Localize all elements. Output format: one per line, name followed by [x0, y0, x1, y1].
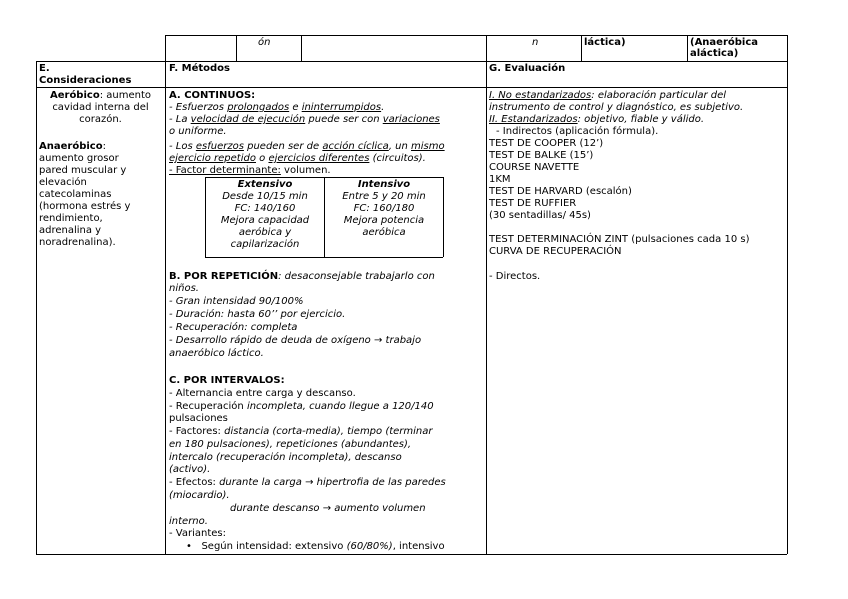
rule-inner-right: [443, 177, 444, 257]
f-b-line: - Gran intensidad 90/100%: [169, 296, 304, 307]
header-f: F. Métodos: [169, 63, 231, 74]
g-line3: [489, 114, 704, 126]
g-directos: - Directos.: [489, 271, 541, 282]
e-ana-line: noradrenalina).: [39, 237, 116, 248]
ext-title: Extensivo: [237, 179, 293, 190]
f-a-l5-seg: o: [255, 153, 269, 164]
g-l3b: : objetivo, fiable y válido.: [577, 114, 705, 125]
f-c-line: - Variantes:: [169, 528, 226, 539]
e-aerobico-rest: : aumento: [99, 90, 151, 101]
f-a-title: A. CONTINUOS:: [169, 90, 256, 101]
f-b-title-line: [169, 271, 435, 283]
top-cell-4: (Anaeróbica: [690, 37, 759, 48]
int-title: Intensivo: [357, 179, 411, 190]
f-c-l4b: distancia (corta-media), tiempo (terminar: [224, 426, 433, 437]
int-line: aeróbica: [362, 227, 406, 238]
f-a-line6: [169, 165, 331, 177]
f-c-line: durante descanso → aumento volumen: [230, 503, 426, 514]
g-zint: TEST DETERMINACIÓN ZINT (pulsaciones cada 10 s): [489, 234, 750, 245]
f-a-line4: [169, 141, 445, 153]
rule-top-c1: [236, 35, 237, 61]
rule-right: [787, 35, 788, 554]
f-b-title: B. POR REPETICIÓN: [169, 271, 279, 282]
f-a-line1: [169, 102, 384, 114]
f-a-l4-seg: esfuerzos: [195, 141, 244, 152]
rule-top-c4: [687, 35, 688, 61]
int-line: FC: 160/180: [353, 203, 415, 214]
g-test: TEST DE BALKE (15’): [489, 150, 594, 161]
g-curva: CURVA DE RECUPERACIÓN: [489, 246, 622, 257]
f-b-rest: : desaconsejable trabajarlo con: [278, 271, 435, 282]
f-c-line: - Alternancia entre carga y descanso.: [169, 388, 356, 399]
f-c-line8: [169, 477, 446, 489]
f-a-l1-seg: .: [381, 102, 385, 113]
f-c-line4: [169, 426, 433, 438]
f-a-l2-seg: puede ser con: [305, 114, 383, 125]
g-line1: [489, 90, 726, 102]
e-aerobico-title: Aeróbico: [49, 90, 100, 101]
f-c-l8a: - Efectos:: [169, 477, 220, 488]
f-a-line2: [169, 114, 440, 126]
f-a-l6-seg: volumen.: [280, 165, 331, 176]
f-a-l4-seg: acción cíclica: [322, 141, 389, 152]
rule-bottom-g: [486, 554, 787, 555]
g-line2: instrumento de control y diagnóstico, es subjetivo.: [489, 102, 744, 113]
e-ana-line: adrenalina y: [39, 225, 102, 236]
g-l1a: I. No estandarizados: [489, 90, 592, 101]
ext-line: capilarización: [230, 239, 300, 250]
rule-inner-bottom: [205, 257, 443, 258]
f-c-l13a: Según intensidad: extensivo: [201, 541, 347, 552]
e-ana-line: elevación: [39, 177, 87, 188]
f-a-l5-seg: (circuitos).: [369, 153, 426, 164]
rule-top-c2: [301, 35, 302, 61]
bullet-icon: •: [186, 541, 192, 552]
g-test: COURSE NAVETTE: [489, 162, 580, 173]
rule-top: [165, 35, 787, 36]
ext-line: aeróbica y: [238, 227, 292, 238]
header-e-2: Consideraciones: [39, 75, 132, 86]
f-a-l2-seg: velocidad de ejecución: [190, 114, 306, 125]
f-c-l13c: , intensivo: [392, 541, 445, 552]
g-test: 1KM: [489, 174, 511, 185]
int-line: Mejora potencia: [343, 215, 425, 226]
ext-line: FC: 140/160: [234, 203, 296, 214]
header-e-1: E.: [39, 63, 50, 74]
int-line: Entre 5 y 20 min: [342, 191, 426, 202]
e-ana-line: aumento grosor: [39, 153, 119, 164]
f-a-l2-seg: variaciones: [382, 114, 440, 125]
top-cell-3: láctica): [584, 37, 626, 48]
f-a-l2-seg: - La: [169, 114, 191, 125]
ext-line: Mejora capacidad: [220, 215, 310, 226]
g-test: (30 sentadillas/ 45s): [489, 210, 591, 221]
f-b-line: anaeróbico láctico.: [169, 348, 264, 359]
f-c-line: pulsaciones: [169, 413, 228, 424]
f-b-line: - Recuperación: completa: [169, 322, 298, 333]
e-ana-line: rendimiento,: [39, 213, 103, 224]
g-l1b: : elaboración particular del: [591, 90, 727, 101]
top-cell-2: n: [532, 37, 539, 48]
f-a-l4-seg: pueden ser de: [243, 141, 323, 152]
f-a-line5: [169, 153, 426, 165]
f-a-l1-seg: e: [289, 102, 302, 113]
rule-row2: [36, 87, 787, 88]
ext-line: Desde 10/15 min: [222, 191, 308, 202]
e-aerobico-line3: corazón.: [79, 114, 122, 125]
f-a-l4-seg: mismo: [411, 141, 445, 152]
e-ana-line: catecolaminas: [39, 189, 112, 200]
rule-left: [36, 61, 37, 554]
f-c-l2b: incompleta, cuando llegue a 120/140: [246, 401, 434, 412]
e-anaerobico-colon: :: [102, 141, 106, 152]
f-c-line: en 180 pulsaciones), repeticiones (abundantes),: [169, 439, 412, 450]
f-a-l5-seg: ejercicio repetido: [169, 153, 256, 164]
e-ana-line: pared muscular y: [39, 165, 127, 176]
f-c-l4a: - Factores:: [169, 426, 225, 437]
rule-e-f: [165, 35, 166, 554]
f-c-line2: [169, 401, 434, 413]
rule-f-g: [486, 35, 487, 554]
f-c-l2a: - Recuperación: [169, 401, 247, 412]
top-cell-4b: aláctica): [690, 48, 739, 59]
g-test: TEST DE HARVARD (escalón): [489, 186, 632, 197]
e-aerobico-line1: [37, 90, 164, 102]
f-a-l1-seg: - Esfuerzos: [169, 102, 228, 113]
rule-top-c3: [581, 35, 582, 61]
f-c-line: interno.: [169, 516, 208, 527]
f-c-l8b: durante la carga → hipertrofia de las paredes: [219, 477, 446, 488]
f-b-line: niños.: [169, 283, 199, 294]
f-c-title: C. POR INTERVALOS:: [169, 375, 285, 386]
e-anaerobico-title: [39, 141, 106, 153]
e-ana-line: (hormona estrés y: [39, 201, 131, 212]
f-a-line3: o uniforme.: [169, 126, 227, 137]
f-a-l5-seg: ejercicios diferentes: [268, 153, 370, 164]
f-a-l4-seg: , un: [388, 141, 412, 152]
g-test: TEST DE RUFFIER: [489, 198, 577, 209]
top-cell-1: ón: [258, 37, 271, 48]
rule-bottom: [36, 554, 486, 555]
f-c-line: (miocardio).: [169, 490, 230, 501]
f-a-l4-seg: - Los: [169, 141, 196, 152]
e-anaerobico-label: Anaeróbico: [39, 141, 103, 152]
rule-row1: [36, 61, 787, 62]
f-b-line: - Duración: hasta 60’’ por ejercicio.: [169, 309, 346, 320]
f-a-l6-seg: - Factor determinante:: [169, 165, 281, 176]
f-c-line: (activo).: [169, 464, 211, 475]
e-aerobico-line2: cavidad interna del: [52, 102, 149, 113]
f-c-l13b: (60/80%): [346, 541, 393, 552]
f-c-line: intercalo (recuperación incompleta), descanso: [169, 452, 402, 463]
f-a-l1-seg: ininterrumpidos: [301, 102, 382, 113]
f-a-l1-seg: prolongados: [227, 102, 290, 113]
g-l3a: II. Estandarizados: [489, 114, 578, 125]
g-test: TEST DE COOPER (12’): [489, 138, 604, 149]
g-line4: - Indirectos (aplicación fórmula).: [496, 126, 659, 137]
header-g: G. Evaluación: [489, 63, 566, 74]
f-b-line: - Desarrollo rápido de deuda de oxígeno → trabajo: [169, 335, 422, 346]
f-c-bullet-line: [186, 541, 445, 553]
